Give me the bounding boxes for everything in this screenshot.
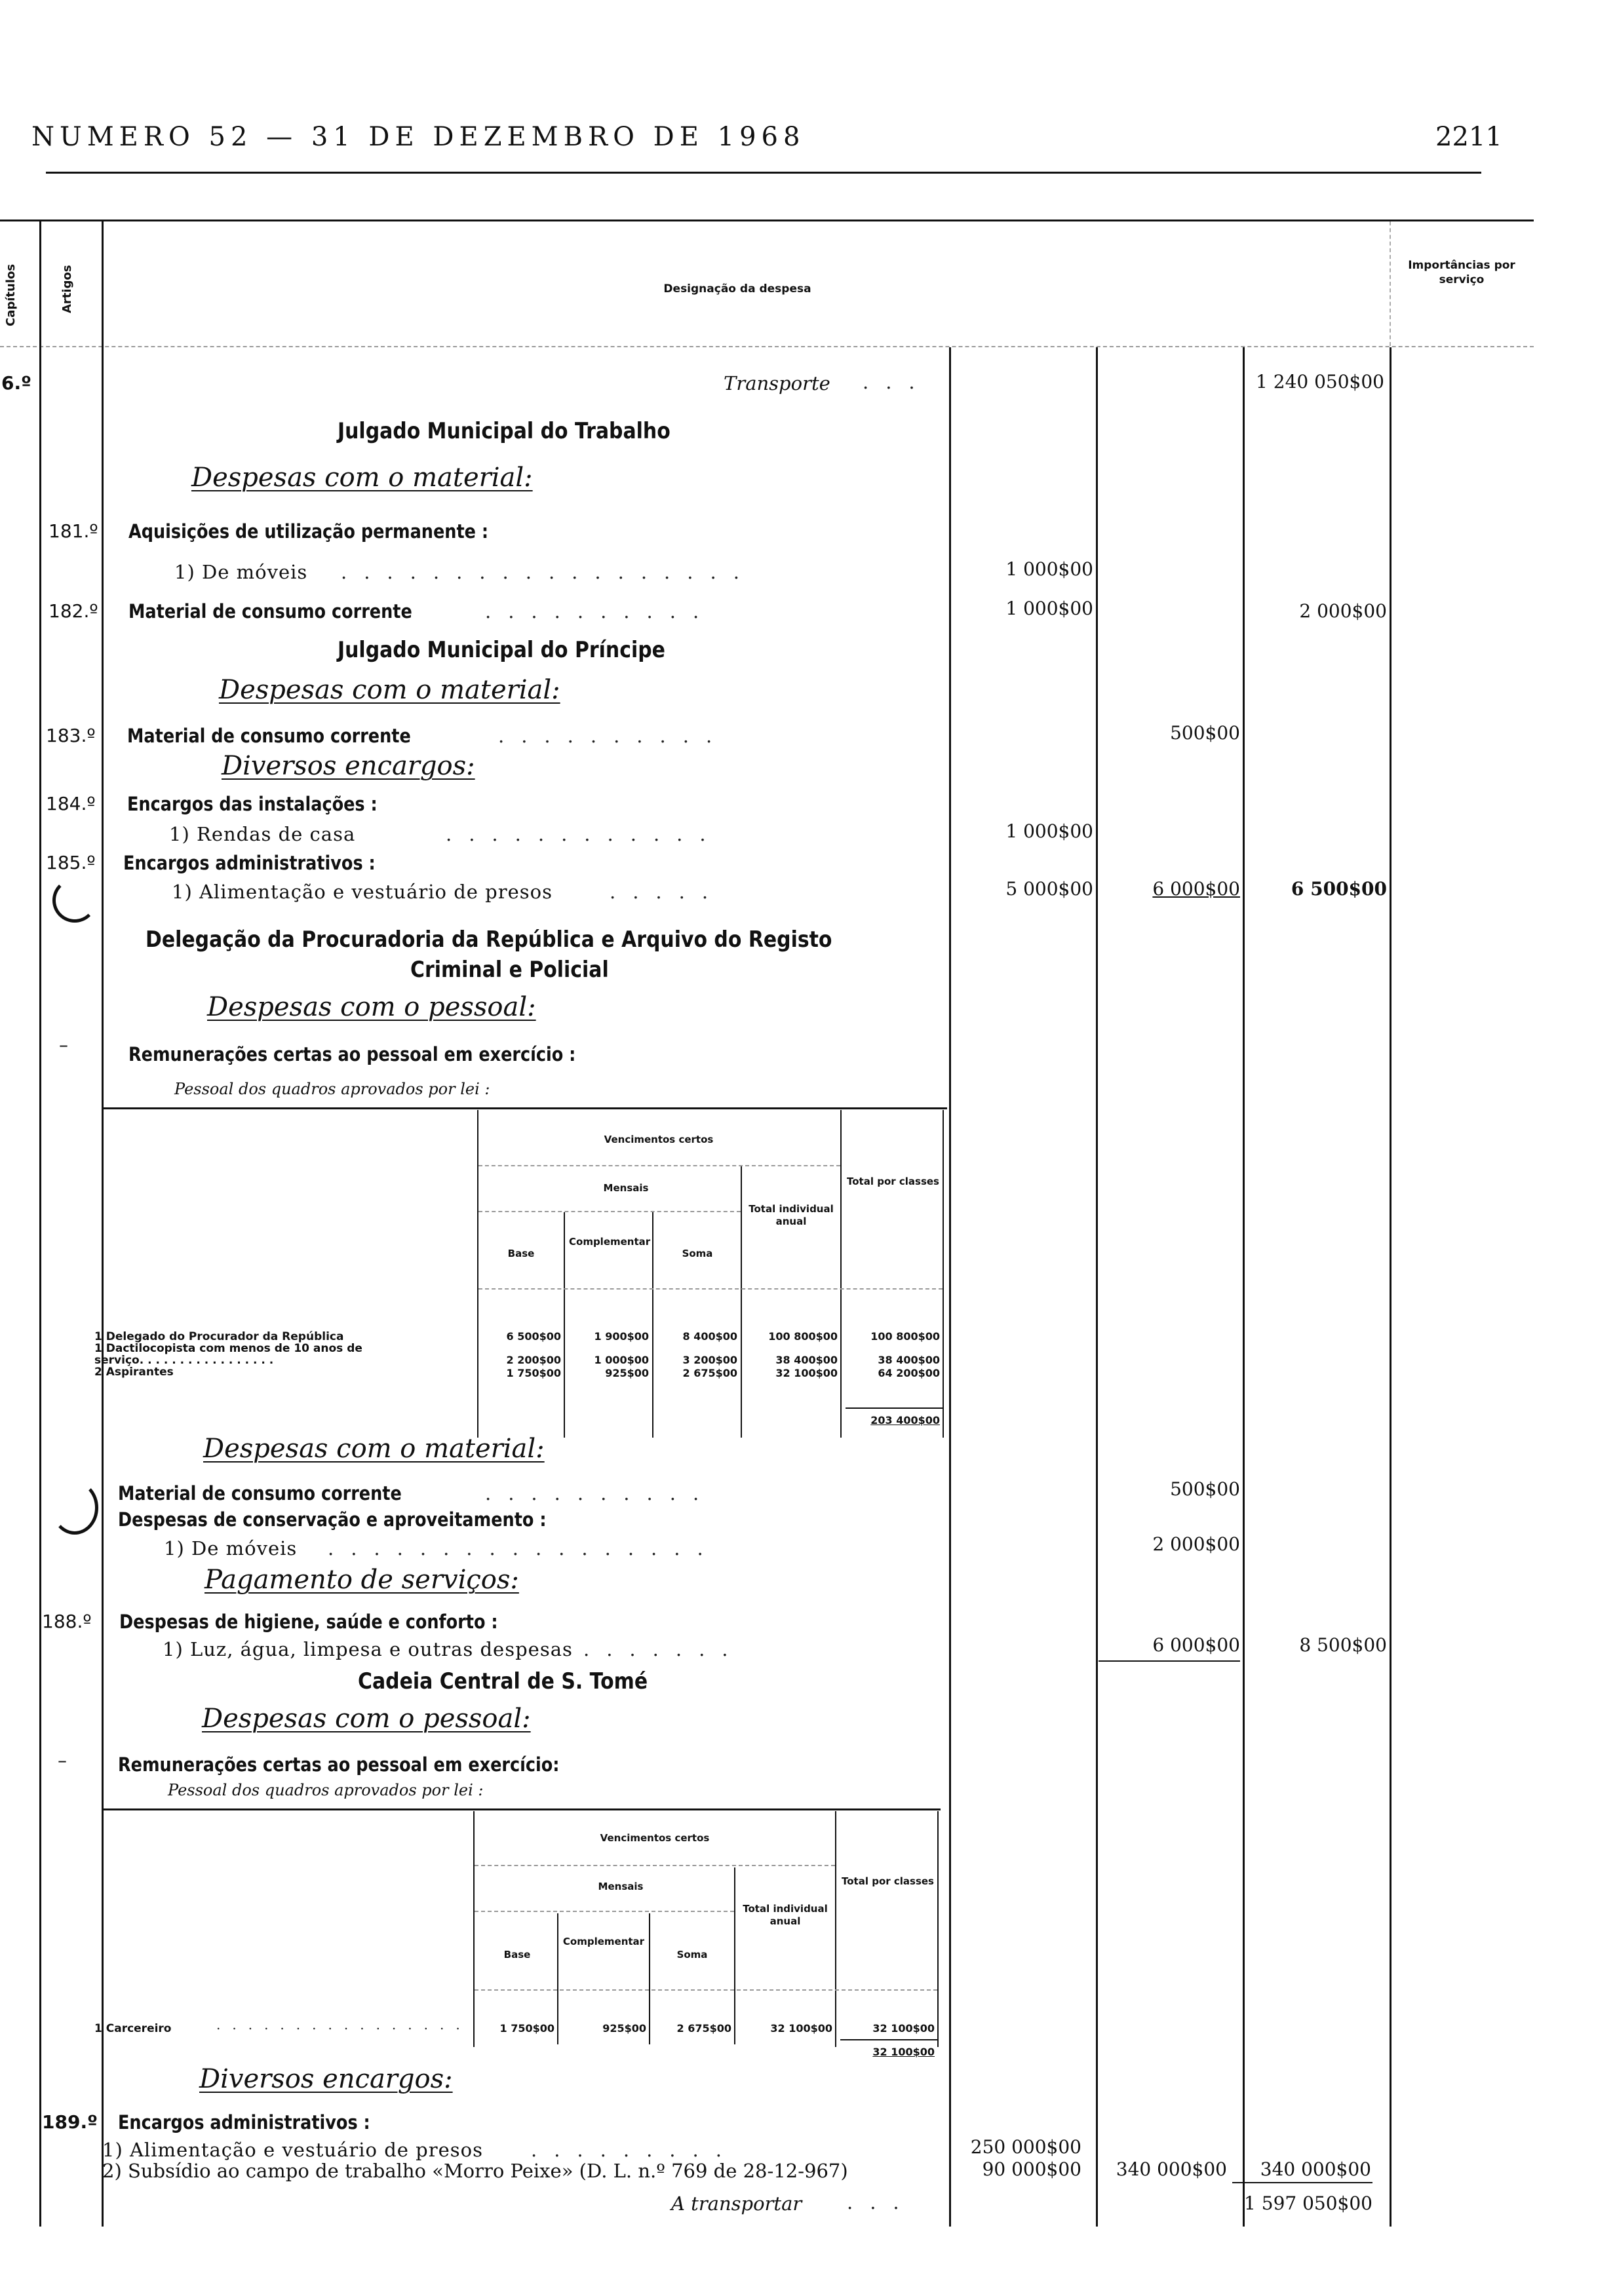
t1-h-total-classes: Total por classes (847, 1176, 939, 1187)
t1-cell: 2 675$00 (682, 1367, 737, 1379)
article-189-amount-2: 90 000$00 (982, 2158, 1081, 2180)
amount-col3-rule (1243, 347, 1245, 2227)
col-heading-amounts: Importâncias por serviço (1408, 259, 1515, 286)
chapter-col-rule (39, 221, 41, 2227)
section-2-total: 6 500$00 (1291, 878, 1387, 900)
transport-in-label: Transporte (724, 372, 830, 394)
article-189-item-2: 2) Subsídio ao campo de trabalho «Morro Peixe» (D. L. n.º 769 de 28-12-967) (102, 2160, 848, 2182)
t2-h-total-classes: Total por classes (842, 1875, 934, 1887)
article-184: 184.º (46, 793, 96, 814)
t1-row-label: serviço. . . . . . . . . . . . . . . . . (94, 1354, 274, 1367)
chapter-number: 6.º (1, 372, 31, 394)
amounts-head-rule (1390, 221, 1391, 346)
article-181-amount: 1 000$00 (1005, 558, 1093, 580)
remuneracoes-label: Remunerações certas ao pessoal em exercício: (118, 1753, 560, 1776)
col-heading-chapter: Capítulos (4, 263, 18, 326)
article-182-amount: 1 000$00 (1005, 598, 1093, 619)
amount-col2-rule (1096, 347, 1098, 2227)
article-186-label: Material de consumo corrente (118, 1482, 402, 1504)
t2-h-vencimentos: Vencimentos certos (600, 1832, 710, 1844)
t1-h-soma: Soma (682, 1248, 713, 1259)
section-3-total: 8 500$00 (1299, 1634, 1387, 1656)
section-title-julgado-trabalho: Julgado Municipal do Trabalho (338, 418, 671, 444)
t1-cell: 64 200$00 (878, 1367, 940, 1379)
t1-h-total-individual: Total individual anual (749, 1203, 834, 1227)
article-189-subtotal: 340 000$00 (1116, 2158, 1227, 2180)
t2-h-soma: Soma (676, 1949, 708, 1961)
table-rule (102, 1808, 941, 1810)
article-182-label: Material de consumo corrente (128, 600, 412, 622)
subsection-material: Despesas com o material: (203, 1434, 545, 1464)
section-title-delegacao-2: Criminal e Policial (410, 957, 609, 983)
t1-rule (652, 1212, 653, 1438)
t1-cell: 925$00 (605, 1367, 649, 1379)
article-187-item: 1) De móveis (164, 1537, 298, 1559)
leader-dots: ... (863, 371, 932, 393)
remuneracoes-label: Remunerações certas ao pessoal em exercício : (128, 1043, 576, 1065)
article-188: 188.º (42, 1611, 92, 1632)
t2-rule (475, 1911, 734, 1912)
article-181-label: Aquisições de utilização permanente : (128, 520, 489, 543)
col-heading-article: Artigos (60, 265, 74, 313)
total-rule (1232, 2182, 1372, 2183)
header-rule (46, 172, 1481, 174)
heading-rule (0, 346, 1534, 347)
t1-total: 203 400$00 (870, 1414, 940, 1426)
leader-dots: ... (847, 2191, 916, 2213)
subsection-servicos: Pagamento de serviços: (204, 1565, 519, 1595)
t1-cell: 3 200$00 (682, 1354, 737, 1366)
subsection-material: Despesas com o material: (191, 463, 533, 493)
subsection-material: Despesas com o material: (219, 675, 560, 705)
t1-cell: 1 900$00 (594, 1330, 649, 1343)
t1-rule (477, 1110, 478, 1438)
table-top-rule (0, 220, 1534, 221)
issue-header: NUMERO 52 — 31 DE DEZEMBRO DE 1968 (31, 122, 806, 152)
subsection-encargos: Diversos encargos: (199, 2064, 453, 2094)
t2-rule (475, 1989, 937, 1991)
article-189: 189.º (42, 2111, 98, 2133)
article-dash: – (58, 1750, 67, 1771)
article-189-amount-1: 250 000$00 (970, 2136, 1081, 2158)
t2-rule (937, 1811, 939, 2047)
leader-dots: ................. (328, 1537, 720, 1559)
leader-dots: .......... (485, 600, 716, 622)
t1-cell: 6 500$00 (506, 1330, 561, 1343)
article-184-label: Encargos das instalações : (127, 793, 378, 815)
t2-rule (475, 1865, 835, 1866)
t1-row-label: 2 Aspirantes (94, 1366, 174, 1379)
quadros-label: Pessoal dos quadros aprovados por lei : (174, 1080, 490, 1098)
transport-out-label: A transportar (671, 2192, 802, 2215)
t2-rule (734, 1867, 735, 2044)
t1-row-label: 1 Dactilocopista com menos de 10 anos de (94, 1342, 362, 1355)
article-185-amount: 5 000$00 (1005, 878, 1093, 900)
transport-in-amount: 1 240 050$00 (1256, 371, 1384, 392)
bracket-mark (51, 1481, 98, 1535)
section-title-delegacao: Delegação da Procuradoria da República e Arquivo do Registo (146, 927, 832, 953)
t1-rule (478, 1211, 741, 1212)
t1-rule (943, 1110, 944, 1438)
bracket-mark (52, 878, 97, 923)
t1-cell: 1 000$00 (594, 1354, 649, 1366)
leader-dots: ....... (583, 1638, 745, 1660)
t1-h-vencimentos: Vencimentos certos (604, 1134, 714, 1145)
t1-h-complementar: Complementar (569, 1236, 651, 1248)
leader-dots: .......... (485, 1482, 716, 1504)
t2-total: 32 100$00 (872, 2046, 935, 2058)
t1-cell: 38 400$00 (878, 1354, 940, 1366)
subsection-pessoal: Despesas com o pessoal: (202, 1704, 531, 1734)
t1-h-mensais: Mensais (603, 1182, 649, 1194)
article-184-item: 1) Rendas de casa (169, 823, 356, 845)
subsection-pessoal: Despesas com o pessoal: (207, 992, 536, 1022)
article-181: 181.º (49, 520, 98, 542)
article-185: 185.º (46, 852, 96, 873)
section-title-julgado-principe: Julgado Municipal do Príncipe (338, 637, 665, 663)
transport-out-amount: 1 597 050$00 (1244, 2192, 1372, 2214)
t1-cell: 100 800$00 (870, 1330, 940, 1343)
t2-h-base: Base (503, 1949, 531, 1961)
article-185-subtotal: 6 000$00 (1152, 878, 1240, 900)
article-188-item: 1) Luz, água, limpesa e outras despesas (163, 1638, 573, 1660)
t1-cell: 100 800$00 (768, 1330, 838, 1343)
subsection-encargos: Diversos encargos: (222, 751, 475, 781)
article-189-label: Encargos administrativos : (118, 2111, 370, 2133)
subtotal-rule (1099, 1660, 1240, 1662)
t2-cell: 925$00 (602, 2022, 646, 2035)
t2-cell: 32 100$00 (872, 2022, 935, 2035)
article-183: 183.º (46, 725, 96, 746)
t2-row-label: 1 Carcereiro (94, 2022, 172, 2035)
t1-cell: 38 400$00 (775, 1354, 838, 1366)
t2-total-rule (840, 2039, 937, 2040)
t1-rule (741, 1166, 742, 1438)
quadros-label: Pessoal dos quadros aprovados por lei : (168, 1781, 484, 1799)
section-title-cadeia: Cadeia Central de S. Tomé (358, 1668, 648, 1694)
article-183-label: Material de consumo corrente (127, 725, 411, 747)
article-dash: – (59, 1034, 68, 1056)
article-187-label: Despesas de conservação e aproveitamento : (118, 1508, 547, 1531)
article-185-label: Encargos administrativos : (123, 852, 376, 874)
article-182: 182.º (49, 600, 98, 622)
leader-dots: ............ (446, 823, 723, 845)
col-heading-designation: Designação da despesa (663, 282, 811, 296)
article-186-amount: 500$00 (1170, 1478, 1240, 1500)
t1-total-rule (846, 1407, 943, 1409)
article-187-amount: 2 000$00 (1152, 1533, 1240, 1555)
t2-h-mensais: Mensais (598, 1881, 644, 1892)
section-1-total: 2 000$00 (1299, 600, 1387, 622)
t2-cell: 1 750$00 (499, 2022, 555, 2035)
t1-row-label: 1 Delegado do Procurador da República (94, 1330, 344, 1343)
t1-rule (478, 1165, 840, 1166)
article-188-amount: 6 000$00 (1152, 1634, 1240, 1656)
t2-h-complementar: Complementar (562, 1936, 645, 1947)
leader-dots: .................. (341, 561, 756, 583)
article-181-item: 1) De móveis (174, 561, 308, 583)
article-183-amount: 500$00 (1170, 722, 1240, 744)
article-185-item: 1) Alimentação e vestuário de presos (172, 881, 553, 903)
section-4-total: 340 000$00 (1260, 2158, 1371, 2180)
t2-h-total-individual: Total individual anual (743, 1903, 828, 1927)
t2-cell: 2 675$00 (676, 2022, 731, 2035)
t1-cell: 1 750$00 (506, 1367, 561, 1379)
amount-col4-rule (1390, 347, 1391, 2227)
t1-cell: 2 200$00 (506, 1354, 561, 1366)
t1-rule (564, 1212, 565, 1438)
leader-dots: ................ (216, 2017, 472, 2033)
t1-rule (478, 1288, 943, 1290)
t2-rule (835, 1811, 836, 2047)
table-rule (102, 1107, 947, 1109)
article-188-label: Despesas de higiene, saúde e conforto : (119, 1611, 498, 1633)
t2-rule (473, 1811, 475, 2047)
t1-h-base: Base (507, 1248, 535, 1259)
amount-col1-rule (949, 347, 951, 2227)
article-col-rule (102, 221, 104, 2227)
article-189-item-1: 1) Alimentação e vestuário de presos (102, 2139, 483, 2161)
t1-cell: 8 400$00 (682, 1330, 737, 1343)
article-184-amount: 1 000$00 (1005, 820, 1093, 842)
leader-dots: .......... (498, 725, 730, 747)
t1-rule (840, 1110, 842, 1438)
page-number: 2211 (1435, 122, 1502, 152)
leader-dots: ..... (610, 881, 726, 903)
t1-cell: 32 100$00 (775, 1367, 838, 1379)
leader-dots: ......... (531, 2139, 739, 2161)
t2-cell: 32 100$00 (770, 2022, 832, 2035)
